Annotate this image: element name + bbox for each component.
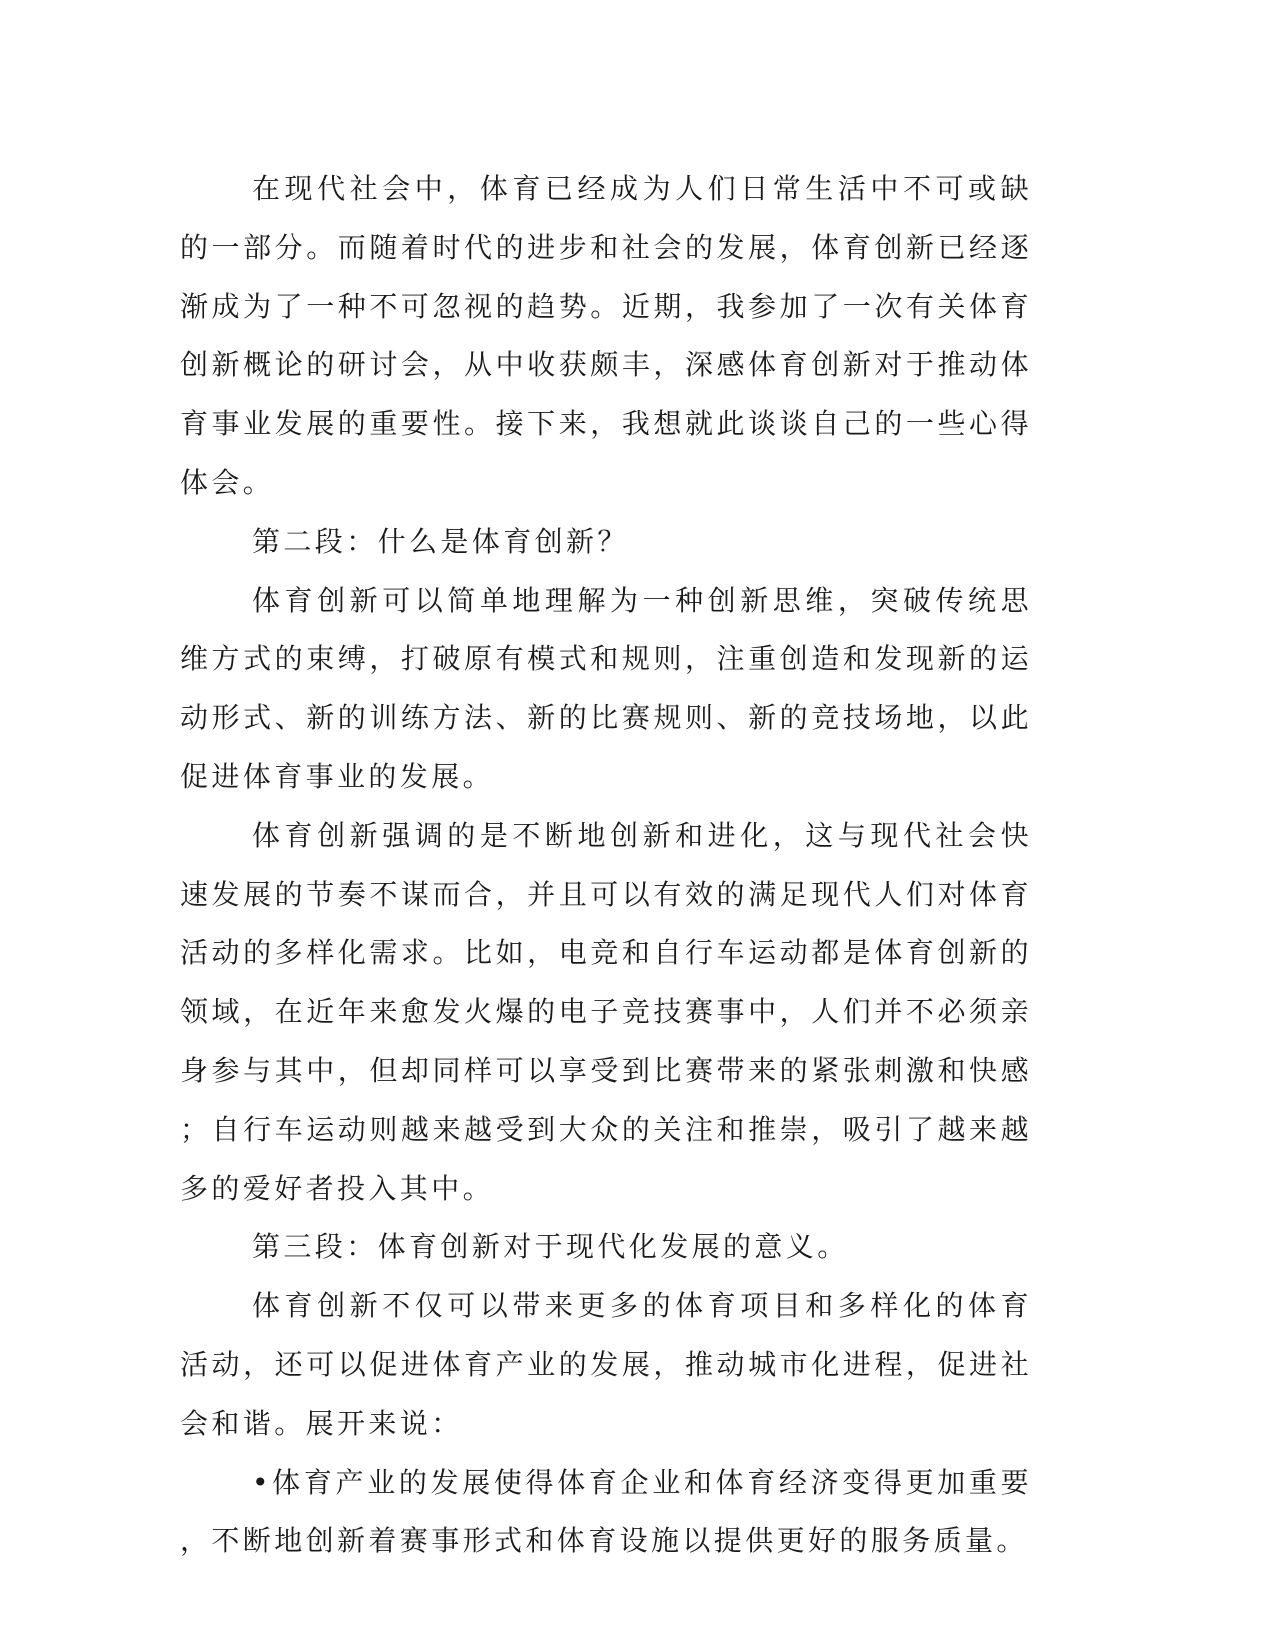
paragraph-intro: 在现代社会中，体育已经成为人们日常生活中不可或缺的一部分。而随着时代的进步和社会的发展，体育创新已经逐渐成为了一种不可忽视的趋势。近期，我参加了一次有关体育创新概论的研讨会，从中收获颇丰，深感体育创新对于推动体育事业发展的重要性。接下来，我想就此谈谈自己的一些心得体会。 [180, 172, 1032, 499]
paragraph-examples: 体育创新强调的是不断地创新和进化，这与现代社会快速发展的节奏不谋而合，并且可以有效的满足现代人们对体育活动的多样化需求。比如，电竞和自行车运动都是体育创新的领域，在近年来愈发火爆的电子竞技赛事中，人们并不必须亲身参与其中，但却同样可以享受到比赛带来的紧张刺激和快感；自行车运动则越来越受到大众的关注和推崇，吸引了越来越多的爱好者投入其中。 [180, 818, 1032, 1205]
section-heading-2: 第二段：什么是体育创新？ [252, 524, 629, 558]
document-body [180, 160, 1032, 1571]
bullet-item: •体育产业的发展使得体育企业和体育经济变得更加重要，不断地创新着赛事形式和体育设施以提供更好的服务质量。 [180, 1465, 1032, 1558]
paragraph-significance: 体育创新不仅可以带来更多的体育项目和多样化的体育活动，还可以促进体育产业的发展，推动城市化进程，促进社会和谐。展开来说： [180, 1289, 1032, 1440]
section-heading-3: 第三段：体育创新对于现代化发展的意义。 [252, 1230, 849, 1264]
paragraph-definition: 体育创新可以简单地理解为一种创新思维，突破传统思维方式的束缚，打破原有模式和规则，注重创造和发现新的运动形式、新的训练方法、新的比赛规则、新的竞技场地，以此促进体育事业的发展。 [180, 583, 1032, 793]
